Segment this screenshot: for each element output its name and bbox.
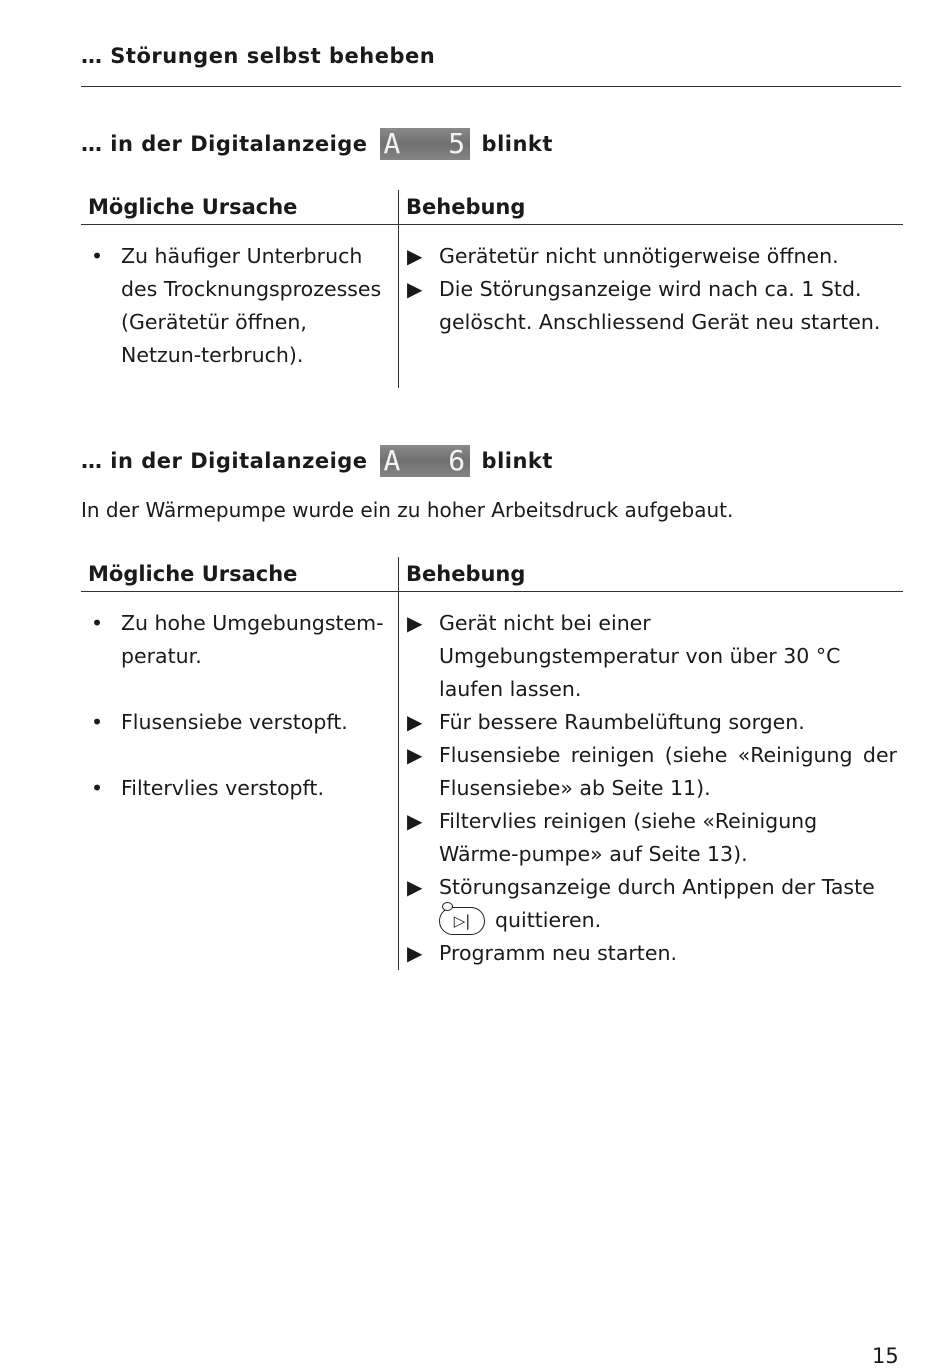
fix-item: ▶ Störungsanzeige durch Antippen der Taste ▷| quittieren.: [407, 871, 897, 937]
digital-display-a6: [380, 445, 470, 477]
fix-item: ▶ Für bessere Raumbelüftung sorgen.: [407, 706, 897, 739]
section-title-prefix: … in der Digitalanzeige: [81, 449, 368, 473]
fix-item: ▶ Gerät nicht bei einer Umgebungstemperatur von über 30 °C laufen lassen.: [407, 607, 897, 706]
display-right-char: 5: [448, 127, 466, 160]
start-pause-button-icon: ▷|: [439, 907, 485, 935]
bullet-icon: •: [91, 776, 104, 800]
cause-item: • Flusensiebe verstopft.: [89, 706, 392, 739]
fix-item: ▶ Gerätetür nicht unnötigerweise öffnen.: [407, 240, 897, 273]
fix-cell: [399, 225, 904, 389]
display-right-char: 6: [448, 444, 466, 477]
section-intro: In der Wärmepumpe wurde ein zu hoher Arbeitsdruck aufgebaut.: [81, 498, 734, 522]
column-header-fix: Behebung: [399, 190, 904, 225]
column-header-cause: Mögliche Ursache: [81, 557, 399, 592]
fix-cell: [399, 592, 904, 971]
bullet-icon: •: [91, 611, 104, 635]
triangle-arrow-icon: ▶: [407, 710, 423, 734]
triangle-arrow-icon: ▶: [407, 244, 423, 268]
cause-fix-table-a5: [81, 190, 903, 388]
triangle-arrow-icon: ▶: [407, 611, 423, 635]
section-title-suffix: blinkt: [481, 132, 553, 156]
display-left-char: A: [383, 127, 401, 160]
column-header-cause: Mögliche Ursache: [81, 190, 399, 225]
section-title-suffix: blinkt: [481, 449, 553, 473]
section-title-a6: [81, 444, 901, 478]
triangle-arrow-icon: ▶: [407, 743, 423, 767]
cause-cell: [81, 592, 399, 971]
section-title-prefix: … in der Digitalanzeige: [81, 132, 368, 156]
fix-item: ▶ Programm neu starten.: [407, 937, 897, 970]
cause-item: • Zu häufiger Unterbruch des Trocknungsprozesses (Gerätetür öffnen, Netzun-terbruch).: [89, 240, 392, 372]
page-header: … Störungen selbst beheben: [81, 44, 436, 68]
cause-item: • Zu hohe Umgebungstem-peratur.: [89, 607, 392, 673]
column-header-fix: Behebung: [399, 557, 904, 592]
cause-item: • Filtervlies verstopft.: [89, 772, 392, 805]
header-divider: [81, 86, 901, 87]
page-number: 15: [872, 1344, 899, 1368]
cause-fix-table-a6: [81, 557, 903, 970]
digital-display-a5: [380, 128, 470, 160]
cause-cell: [81, 225, 399, 389]
fix-item: ▶ Filtervlies reinigen (siehe «Reinigung Wärme-pumpe» auf Seite 13).: [407, 805, 897, 871]
bullet-icon: •: [91, 710, 104, 734]
triangle-arrow-icon: ▶: [407, 277, 423, 301]
fix-item: ▶ Flusensiebe reinigen (siehe «Reinigung der Flusensiebe» ab Seite 11).: [407, 739, 897, 805]
bullet-icon: •: [91, 244, 104, 268]
fix-item: ▶ Die Störungsanzeige wird nach ca. 1 Std. gelöscht. Anschliessend Gerät neu starten.: [407, 273, 897, 339]
triangle-arrow-icon: ▶: [407, 875, 423, 899]
display-left-char: A: [383, 444, 401, 477]
triangle-arrow-icon: ▶: [407, 941, 423, 965]
section-title-a5: [81, 127, 901, 161]
triangle-arrow-icon: ▶: [407, 809, 423, 833]
